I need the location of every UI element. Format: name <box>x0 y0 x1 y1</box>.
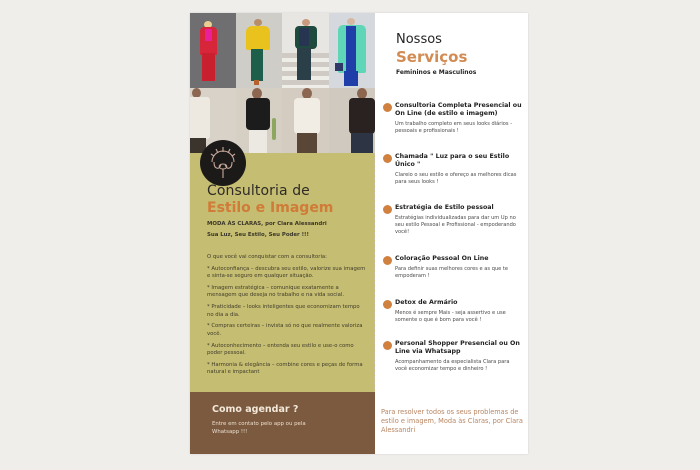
heading-servicos: Serviços <box>396 48 468 66</box>
footer-text: Para resolver todos os seus problemas de estilo e imagem, Moda às Claras, por Clara Alessandri <box>381 408 523 434</box>
benefit-item: * Autoconfiança – descubra seu estilo, valorize sua imagem e sinta-se seguro em qualquer situação. <box>207 265 366 280</box>
benefit-item: * Imagem estratégica – comunique exatamente a mensagem que deseja no trabalho e na vida social. <box>207 285 345 299</box>
photo-man-cream-shirt <box>282 88 329 153</box>
bullet-dot-icon <box>383 154 392 163</box>
tagline: Sua Luz, Seu Estilo, Seu Poder !!! <box>207 232 309 238</box>
bullet-dot-icon <box>383 205 392 214</box>
photo-woman-green-cardigan <box>282 13 329 88</box>
service-item <box>383 255 523 280</box>
bullet-dot-icon <box>383 341 392 350</box>
service-item <box>383 299 523 324</box>
service-desc: Para definir suas melhores cores e as que te empoderam ! <box>395 266 509 279</box>
title-estilo-imagem: Estilo e Imagem <box>207 200 334 216</box>
service-desc: Clareio o seu estilo e ofereço as melhores dicas para seus looks ! <box>395 172 517 185</box>
right-panel <box>376 13 528 454</box>
benefit-item: * Autoconhecimento – entenda seu estilo e use-o como poder pessoal. <box>207 342 354 356</box>
benefit-item: * Praticidade – looks inteligentes que economizam tempo no dia a dia. <box>207 304 360 318</box>
brand-line: MODA ÀS CLARAS, por Clara Alessandri <box>207 221 327 227</box>
service-item <box>383 204 523 236</box>
flyer-page <box>190 13 528 454</box>
service-title: Coloração Pessoal On Line <box>395 255 489 262</box>
photo-man-black-shirt <box>329 88 375 153</box>
benefit-item: * Compras certeiras – invista só no que realmente valoriza você. <box>207 323 363 337</box>
service-item <box>383 102 523 135</box>
left-panel <box>190 13 375 454</box>
service-item <box>383 340 523 373</box>
service-desc: Acompanhamento da especialista Clara para você economizar tempo e dinheiro ! <box>395 359 510 372</box>
photo-woman-yellow-sweater <box>236 13 282 88</box>
bullet-dot-icon <box>383 300 392 309</box>
benefits-intro: O que você vai conquistar com a consultoria: <box>207 254 327 260</box>
service-title: Personal Shopper Presencial ou On Line via Whatsapp <box>395 340 520 355</box>
photo-collage <box>190 13 375 153</box>
photo-woman-red-suit <box>190 13 236 88</box>
service-desc: Estratégias individualizadas para dar um Up no seu estilo Pessoal e Profissional - empoderando você! <box>395 215 516 235</box>
heading-nossos: Nossos <box>396 32 442 47</box>
service-title: Consultoria Completa Presencial ou On Line (de estilo e imagem) <box>395 102 522 117</box>
scheduling-box <box>190 392 375 454</box>
cta-text: Entre em contato pelo app ou pela Whatsapp !!! <box>212 421 306 435</box>
cta-title: Como agendar ? <box>212 404 299 415</box>
bullet-dot-icon <box>383 256 392 265</box>
service-desc: Um trabalho completo em seus looks diários - pessoais e profissionais ! <box>395 121 513 134</box>
service-title: Detox de Armário <box>395 299 458 306</box>
benefit-item: * Harmonia & elegância – combine cores e peças de forma natural e impactant <box>207 361 363 376</box>
service-item <box>383 153 523 186</box>
service-desc: Menos é sempre Mais - seja assertivo e use somente o que é bom para você ! <box>395 310 506 323</box>
heading-subtitle: Femininos e Masculinos <box>396 69 477 76</box>
title-consultoria: Consultoria de <box>207 183 310 199</box>
photo-woman-mint-coat <box>329 13 375 88</box>
service-title: Chamada " Luz para o seu Estilo Único " <box>395 153 510 168</box>
bullet-dot-icon <box>383 103 392 112</box>
benefits-list <box>207 254 367 381</box>
service-title: Estratégia de Estilo pessoal <box>395 204 494 211</box>
sun-flower-logo-icon <box>200 140 246 186</box>
